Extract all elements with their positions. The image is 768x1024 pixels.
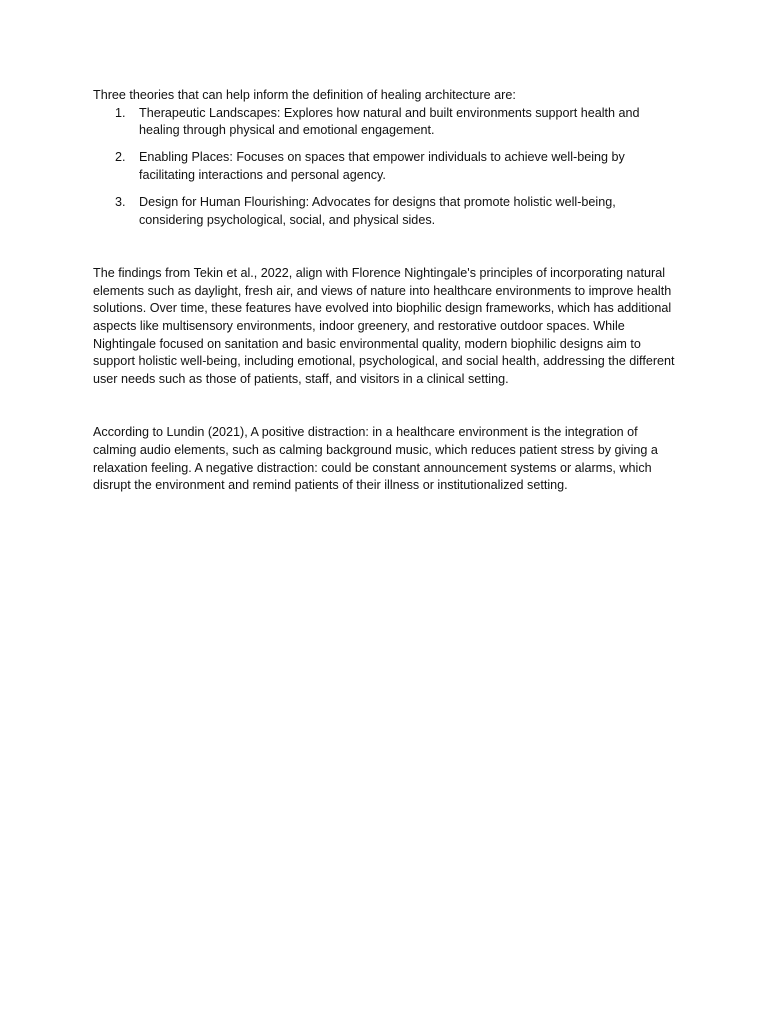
- list-item-number: 2.: [115, 150, 126, 165]
- list-item-text: Design for Human Flourishing: Advocates for designs that promote holistic well-being, considering psychological, social, and physical sides.: [139, 194, 616, 227]
- list-item-text: Enabling Places: Focuses on spaces that empower individuals to achieve well-being by facilitating interactions and personal agency.: [139, 150, 625, 182]
- intro-paragraph: Three theories that can help inform the definition of healing architecture are:: [93, 88, 516, 102]
- theories-list: [93, 105, 678, 230]
- document-body: [93, 87, 678, 495]
- list-item: [93, 105, 678, 140]
- list-item-text: Therapeutic Landscapes: Explores how natural and built environments support health and healing through physical and emotional engagement.: [139, 105, 640, 138]
- list-item: [93, 149, 678, 184]
- list-item-number: 3.: [115, 194, 126, 209]
- list-item: [93, 194, 678, 229]
- distraction-paragraph: According to Lundin (2021), A positive distraction: in a healthcare environment is the integration of calming audio elements, such as calming background music, which reduces patient stress by giving a relaxation feeling. A negative distraction: could be constant announcement systems or alarms, which disrupt the environment and remind patients of their illness or institutionalized setting.: [93, 425, 658, 493]
- findings-paragraph: The findings from Tekin et al., 2022, align with Florence Nightingale's principles of incorporating natural elements such as daylight, fresh air, and views of nature into healthcare environments to improve health solutions. Over time, these features have evolved into biophilic design frameworks, which has additional aspects like multisensory environments, indoor greenery, and restorative outdoor spaces. While Nightingale focused on sanitation and basic environmental quality, modern biophilic designs aim to support holistic well-being, including emotional, psychological, and social health, addressing the different user needs such as those of patients, staff, and visitors in a clinical setting.: [93, 266, 675, 386]
- list-item-number: 1.: [115, 105, 126, 120]
